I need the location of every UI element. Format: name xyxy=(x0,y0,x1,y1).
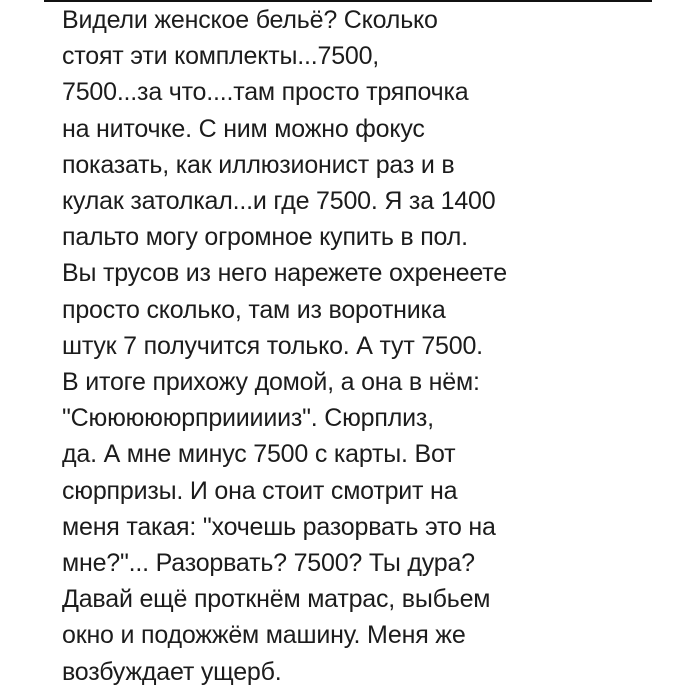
post-line: "Сюююююрприииииз". Сюрплиз, xyxy=(62,404,434,433)
post-line: Видели женское бельё? Сколько xyxy=(62,6,438,34)
post-line: Вы трусов из него нарежете охренеете xyxy=(62,259,507,288)
post-line: мне?"... Разорвать? 7500? Ты дура? xyxy=(62,549,475,578)
post-line: да. А мне минус 7500 с карты. Вот xyxy=(62,440,456,469)
post-line: Давай ещё проткнём матрас, выбьем xyxy=(62,585,491,614)
post-line: просто сколько, там из воротника xyxy=(62,295,446,324)
post-text xyxy=(62,2,682,690)
post-line: штук 7 получится только. А тут 7500. xyxy=(62,331,483,360)
post-line: сюрпризы. И она стоит смотрит на xyxy=(62,476,458,505)
post-line: меня такая: "хочешь разорвать это на xyxy=(62,512,496,541)
post-line: показать, как иллюзионист раз и в xyxy=(62,150,455,179)
post-line: 7500...за что....там просто тряпочка xyxy=(62,78,469,107)
post-line: на ниточке. С ним можно фокус xyxy=(62,114,425,143)
post-line: пальто могу огромное купить в пол. xyxy=(62,223,468,252)
post-line: возбуждает ущерб. xyxy=(62,657,282,686)
post-line: окно и подожжём машину. Меня же xyxy=(62,621,466,650)
post-line: стоят эти комплекты...7500, xyxy=(62,42,380,71)
post-line: В итоге прихожу домой, а она в нём: xyxy=(62,368,480,397)
post-line: кулак затолкал...и где 7500. Я за 1400 xyxy=(62,187,496,216)
